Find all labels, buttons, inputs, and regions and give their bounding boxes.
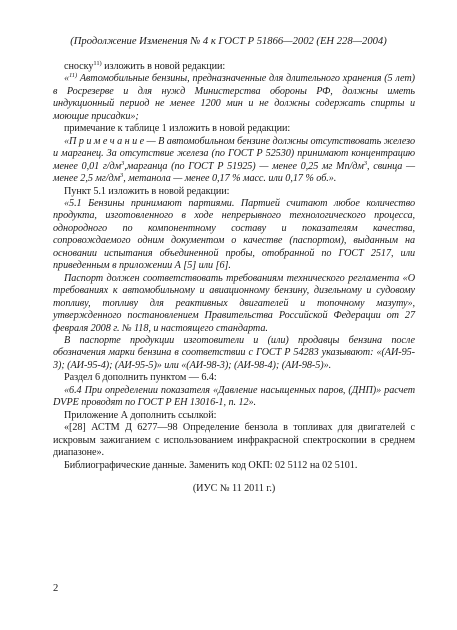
document-body xyxy=(53,61,415,495)
text-run: «П р и м е ч а н и е — В автомобильном бензине должны отсутствовать железо и марганец. За отсутствие железа (по ГОСТ Р 52530) принимают концентрацию менее 0,01 г/дм xyxy=(53,135,415,172)
spacer xyxy=(53,472,415,483)
paragraph-clause-6-4: «6.4 При определении показателя «Давление насыщенных паров, (ДНП)» расчет DVPE проводят по ГОСТ Р ЕН 13016-1, п. 12». xyxy=(53,384,415,409)
page-header: (Продолжение Изменения № 4 к ГОСТ Р 51866—2002 (ЕН 228—2004) xyxy=(70,36,387,47)
superscript: 3 xyxy=(363,159,368,167)
ius-footer: (ИУС № 11 2011 г.) xyxy=(192,482,276,494)
text-run: « xyxy=(64,73,70,85)
text-run: , свинца — менее 2,5 мг/дм xyxy=(53,160,415,185)
paragraph-clause-5-1-intro: Пункт 5.1 изложить в новой редакции: xyxy=(64,185,230,197)
superscript: 3 xyxy=(121,159,125,167)
paragraph-note-intro: примечание к таблице 1 изложить в новой редакции: xyxy=(64,123,291,135)
paragraph-annex-a-intro: Приложение А дополнить ссылкой: xyxy=(64,409,217,421)
text-run: Автомобильные бензины, предназначенные для длительного хранения (5 лет) в Росрезерве и для нужд Министерства обороны РФ, должны иметь индукционный период не менее 1200 мин и не должны содержать спирты и моющие присадки»; xyxy=(53,73,415,122)
paragraph-footnote-text xyxy=(53,73,415,123)
text-run: ,марганца (по ГОСТ Р 51925) — менее 0,25 мг Мn/дм xyxy=(124,160,364,172)
paragraph-clause-5-1-text: «5.1 Бензины принимают партиями. Партией считают любое количество продукта, изготовленного в ходе непрерывного технологического процесса, однородного по компонентному составу и показателям качества, сопровождаемого одним документом о качестве (паспортом), выданным на основании испытания объединенной пробы, отобранной по ГОСТ 2517, или приведенным в приложении А [5] или [6]. xyxy=(53,197,415,272)
superscript: 3 xyxy=(120,172,124,180)
text-run: изложить в новой редакции: xyxy=(101,61,226,72)
page-number: 2 xyxy=(53,583,59,594)
paragraph-passport-marking: В паспорте продукции изготовители и (или) продавцы бензина после обозначения марки бензина в соответствии с ГОСТ Р 54283 указывают: «(АИ-95-3); (АИ-95-4); (АИ-95-5)» или «(АИ-98-3); (АИ-98-4); (АИ-98-5)». xyxy=(53,334,415,371)
paragraph-footnote-intro xyxy=(53,61,415,73)
paragraph-note-text xyxy=(53,136,415,186)
text-run: , метанола — менее 0,17 % масс. или 0,17 % об.». xyxy=(123,173,337,185)
paragraph-section-6-intro: Раздел 6 дополнить пунктом — 6.4: xyxy=(64,372,217,384)
paragraph-passport: Паспорт должен соответствовать требованиям технического регламента «О требованиях к автомобильному и авиационному бензину, дизельному и судовому топливу, топливу для реактивных двигателей и топочному мазуту», утвержденного постановлением Правительства Российской Федерации от 27 февраля 2008 г. № 118, и настоящего стандарта. xyxy=(53,272,415,334)
paragraph-bibliographic-data: Библиографические данные. Заменить код ОКП: 02 5112 на 02 5101. xyxy=(64,459,358,471)
footnote-marker: 11) xyxy=(69,72,78,80)
footnote-marker: 11) xyxy=(93,60,102,67)
text-run: сноску xyxy=(64,61,94,72)
paragraph-reference-28: «[28] АСТМ Д 6277—98 Определение бензола в топливах для двигателей с искровым зажиганием с использованием инфракрасной спектроскопии в среднем диапазоне». xyxy=(53,422,415,459)
